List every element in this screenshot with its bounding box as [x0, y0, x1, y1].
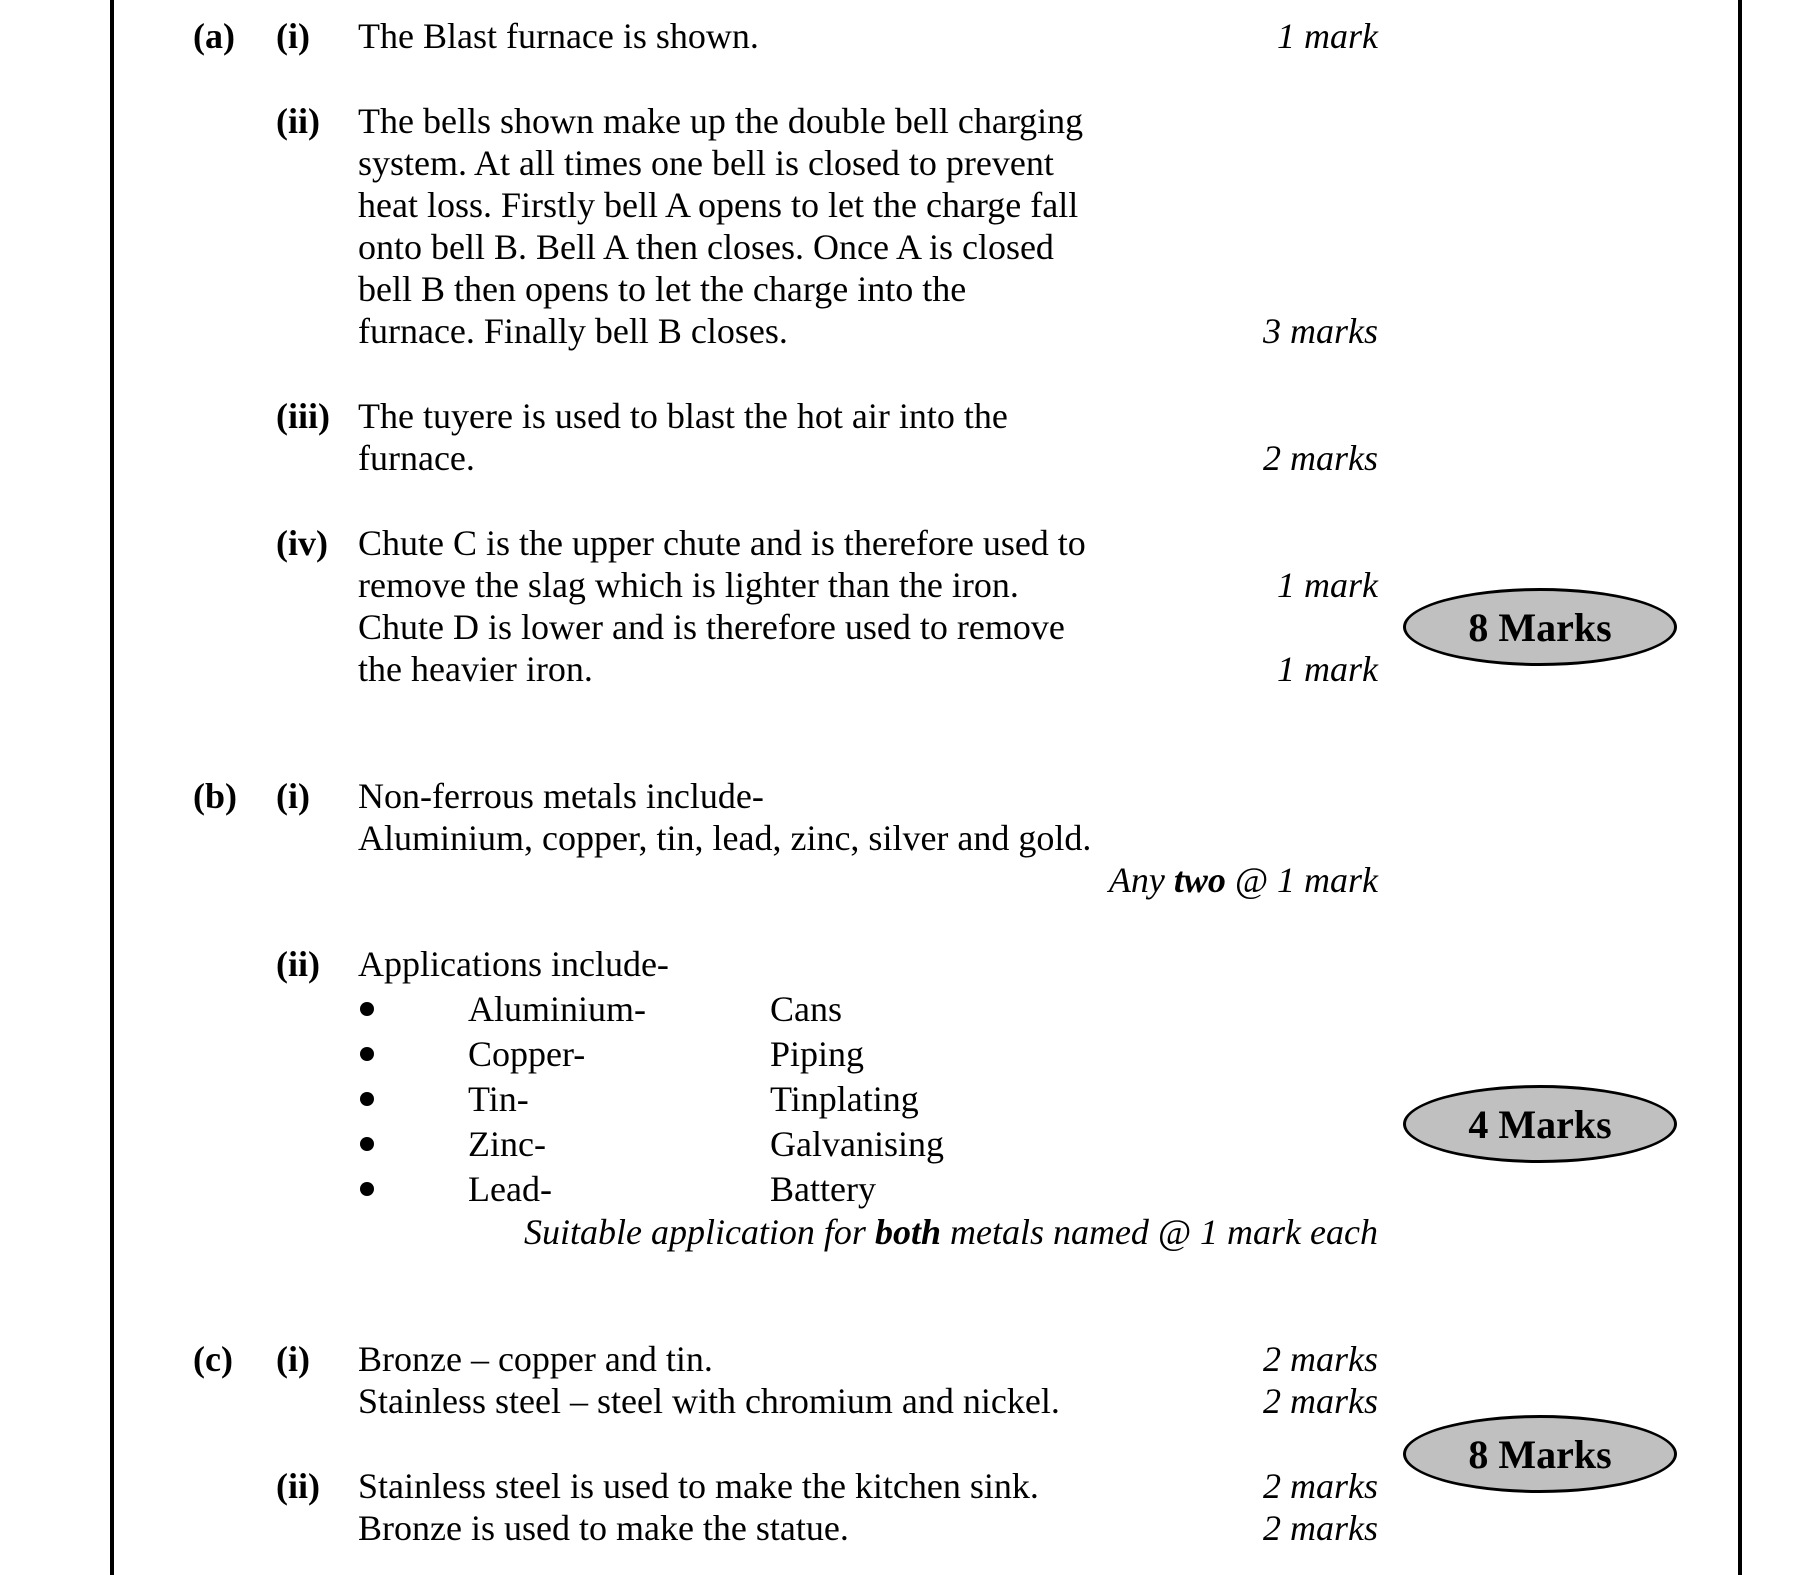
part-a-label: (a): [193, 16, 235, 56]
application-use: Galvanising: [770, 1124, 944, 1164]
part-a-i-mark: 1 mark: [1277, 16, 1378, 56]
application-metal: Lead-: [468, 1169, 552, 1209]
part-a-ii-line: furnace. Finally bell B closes.: [358, 311, 788, 351]
bullet-icon: [360, 1092, 374, 1106]
application-metal: Tin-: [468, 1079, 529, 1119]
part-c-ii-mark: 2 marks: [1263, 1508, 1378, 1548]
part-c-label: (c): [193, 1339, 233, 1379]
part-a-iv-line: Chute D is lower and is therefore used to remove: [358, 607, 1065, 647]
note-prefix: Suitable application for: [523, 1212, 875, 1252]
application-use: Cans: [770, 989, 842, 1029]
part-a-ii-line: system. At all times one bell is closed to prevent: [358, 143, 1054, 183]
part-b-total-marks-badge: 4 Marks: [1403, 1085, 1677, 1163]
part-b-label: (b): [193, 776, 237, 816]
part-b-ii-number: (ii): [276, 944, 320, 984]
bullet-icon: [360, 1137, 374, 1151]
application-metal: Copper-: [468, 1034, 586, 1074]
part-a-iv-line: Chute C is the upper chute and is therefore used to: [358, 523, 1086, 563]
part-b-i-line: Non-ferrous metals include-: [358, 776, 764, 816]
bullet-icon: [360, 1047, 374, 1061]
part-c-i-line: Stainless steel – steel with chromium and nickel.: [358, 1381, 1060, 1421]
part-c-ii-line: Bronze is used to make the statue.: [358, 1508, 849, 1548]
page-border-right: [1738, 0, 1742, 1575]
part-c-total-marks-badge: 8 Marks: [1403, 1415, 1677, 1493]
bullet-icon: [360, 1002, 374, 1016]
part-a-iii-mark: 2 marks: [1263, 438, 1378, 478]
part-a-iv-line: remove the slag which is lighter than the iron.: [358, 565, 1019, 605]
part-a-ii-mark: 3 marks: [1263, 311, 1378, 351]
part-b-ii-mark-note: [524, 1211, 1378, 1253]
part-a-ii-line: onto bell B. Bell A then closes. Once A is closed: [358, 227, 1054, 267]
part-c-ii-mark: 2 marks: [1263, 1466, 1378, 1506]
part-b-i-mark: [1109, 859, 1378, 901]
note-emphasis: both: [874, 1212, 941, 1252]
part-c-ii-line: Stainless steel is used to make the kitchen sink.: [358, 1466, 1039, 1506]
application-use: Tinplating: [770, 1079, 919, 1119]
part-c-ii-number: (ii): [276, 1466, 320, 1506]
part-a-iv-mark-1: 1 mark: [1277, 565, 1378, 605]
application-metal: Aluminium-: [468, 989, 646, 1029]
application-use: Battery: [770, 1169, 876, 1209]
part-a-i-number: (i): [276, 16, 310, 56]
part-a-iv-line: the heavier iron.: [358, 649, 593, 689]
part-a-ii-number: (ii): [276, 101, 320, 141]
part-c-i-mark: 2 marks: [1263, 1381, 1378, 1421]
part-a-total-marks-badge: 8 Marks: [1403, 588, 1677, 666]
part-a-iii-line: furnace.: [358, 438, 475, 478]
mark-emphasis: two: [1173, 860, 1226, 900]
part-c-i-number: (i): [276, 1339, 310, 1379]
application-use: Piping: [770, 1034, 865, 1074]
note-suffix: metals named @ 1 mark each: [940, 1212, 1378, 1252]
part-b-i-number: (i): [276, 776, 310, 816]
part-a-iii-line: The tuyere is used to blast the hot air into the: [358, 396, 1008, 436]
part-a-i-text: The Blast furnace is shown.: [358, 16, 759, 56]
part-a-ii-line: The bells shown make up the double bell charging: [358, 101, 1084, 141]
part-a-iv-number: (iv): [276, 523, 328, 563]
part-a-ii-line: heat loss. Firstly bell A opens to let the charge fall: [358, 185, 1079, 225]
part-c-i-line: Bronze – copper and tin.: [358, 1339, 713, 1379]
part-a-ii-line: bell B then opens to let the charge into the: [358, 269, 967, 309]
part-b-i-line: Aluminium, copper, tin, lead, zinc, silver and gold.: [358, 818, 1092, 858]
part-a-iii-number: (iii): [276, 396, 330, 436]
part-b-ii-intro: Applications include-: [358, 944, 669, 984]
page-border-left: [110, 0, 114, 1575]
mark-prefix: Any: [1108, 860, 1174, 900]
part-a-iv-mark-2: 1 mark: [1277, 649, 1378, 689]
application-metal: Zinc-: [468, 1124, 546, 1164]
mark-suffix: @ 1 mark: [1225, 860, 1378, 900]
bullet-icon: [360, 1182, 374, 1196]
part-c-i-mark: 2 marks: [1263, 1339, 1378, 1379]
